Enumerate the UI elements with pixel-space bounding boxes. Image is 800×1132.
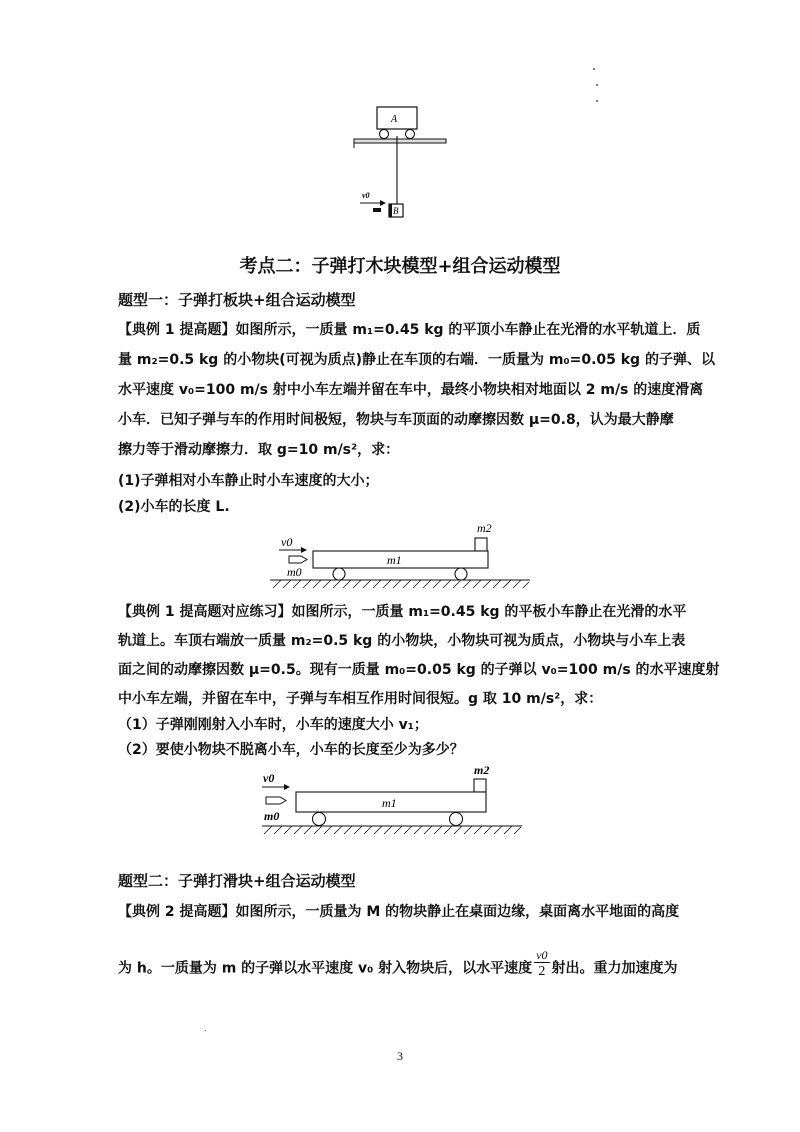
- bullet: [373, 208, 381, 212]
- wheel: [380, 130, 389, 139]
- label-m2: m2: [477, 521, 492, 535]
- wheel: [313, 813, 326, 826]
- bullet: [266, 797, 286, 804]
- practice-line-4: 中小车左端，并留在车中，子弹与车相互作用时间很短。g 取 10 m/s²，求：: [118, 691, 603, 707]
- label-b: B: [393, 206, 399, 216]
- ex2-line-2-part-a: 为 h。一质量为 m 的子弹以水平速度 v₀ 射入物块后，以水平速度: [118, 960, 533, 977]
- practice-line-2: 轨道上。车顶右端放一质量 m₂=0.5 kg 的小物块，小物块可视为质点，小物块与小车上表: [118, 633, 686, 649]
- ex1-line-4: 小车．已知子弹与车的作用时间极短，物块与车顶面的动摩擦因数 μ=0.8，认为最大静摩: [118, 412, 674, 428]
- practice-line-3: 面之间的动摩擦因数 μ=0.5。现有一质量 m₀=0.05 kg 的子弹以 v₀=100 m/s 的水平速度射: [118, 662, 720, 678]
- label-m0: m0: [264, 809, 280, 823]
- arrow-head-icon: [380, 200, 386, 206]
- block-b-edge: [389, 204, 392, 217]
- ground-hatch: [273, 580, 529, 588]
- ex1-line-5: 擦力等于滑动摩擦力．取 g=10 m/s²，求：: [118, 442, 400, 458]
- ex1-line-1: 【典例 1 提高题】如图所示，一质量 m₁=0.45 kg 的平顶小车静止在光滑的水平轨道上．质: [118, 322, 701, 338]
- practice-question-2: （2）要使小物块不脱离小车，小车的长度至少为多少？: [118, 742, 464, 758]
- label-v0: v0: [281, 535, 293, 549]
- page-number: 3: [397, 1049, 403, 1063]
- decorative-dot: [596, 100, 598, 102]
- section-title: 考点二：子弹打木块模型+组合运动模型: [239, 256, 561, 277]
- label-m0: m0: [287, 565, 302, 579]
- ex2-line-2: [118, 948, 698, 985]
- ground-hatch: [264, 826, 521, 834]
- type1-heading: 题型一：子弹打板块+组合运动模型: [118, 291, 356, 309]
- ex1-line-3: 水平速度 v₀=100 m/s 射中小车左端并留在车中，最终小物块相对地面以 2 m/s 的速度滑离: [118, 382, 704, 398]
- bullet: [289, 556, 307, 563]
- label-a: A: [391, 114, 398, 125]
- label-v0: v0: [263, 771, 275, 785]
- ex1-question-1: (1)子弹相对小车静止时小车速度的大小；: [118, 473, 379, 489]
- practice-question-1: （1）子弹刚刚射入小车时，小车的速度大小 v₁；: [118, 717, 428, 733]
- practice-line-1: 【典例 1 提高题对应练习】如图所示，一质量 m₁=0.45 kg 的平板小车静止在光滑的水平: [118, 604, 687, 620]
- label-m1: m1: [382, 796, 397, 810]
- figure-cart-1: [265, 520, 535, 590]
- ex2-line-2-part-b: 射出。重力加速度为: [551, 960, 678, 977]
- fraction-numerator: v0: [536, 948, 548, 962]
- small-block-m2: [474, 779, 486, 792]
- wheel: [333, 568, 345, 580]
- small-block-m2: [475, 538, 487, 551]
- figure-cart-pendulum: [340, 100, 460, 225]
- decorative-dot: [593, 68, 595, 70]
- arrow-head-icon: [301, 547, 307, 553]
- ex1-line-2: 量 m₂=0.5 kg 的小物块(可视为质点)静止在车顶的右端．一质量为 m₀=0.05 kg 的子弹、以: [118, 352, 715, 368]
- label-v0: v0: [362, 191, 370, 200]
- arrow-head-icon: [284, 784, 290, 790]
- wheel: [455, 568, 467, 580]
- decorative-dot: [596, 84, 598, 86]
- rail: [354, 139, 446, 143]
- wheel: [450, 813, 463, 826]
- wheel: [406, 130, 415, 139]
- fraction-v0-over-2: [534, 948, 549, 981]
- label-m2: m2: [474, 763, 490, 777]
- ex1-question-2: (2)小车的长度 L.: [118, 499, 230, 515]
- figure-cart-2: [260, 760, 530, 840]
- ex2-line-1: 【典例 2 提高题】如图所示，一质量为 M 的物块静止在桌面边缘，桌面离水平地面的高度: [118, 904, 680, 920]
- fraction-denominator: 2: [538, 964, 546, 979]
- decorative-dot: [205, 1030, 206, 1031]
- type2-heading: 题型二：子弹打滑块+组合运动模型: [118, 872, 356, 890]
- label-m1: m1: [387, 553, 402, 567]
